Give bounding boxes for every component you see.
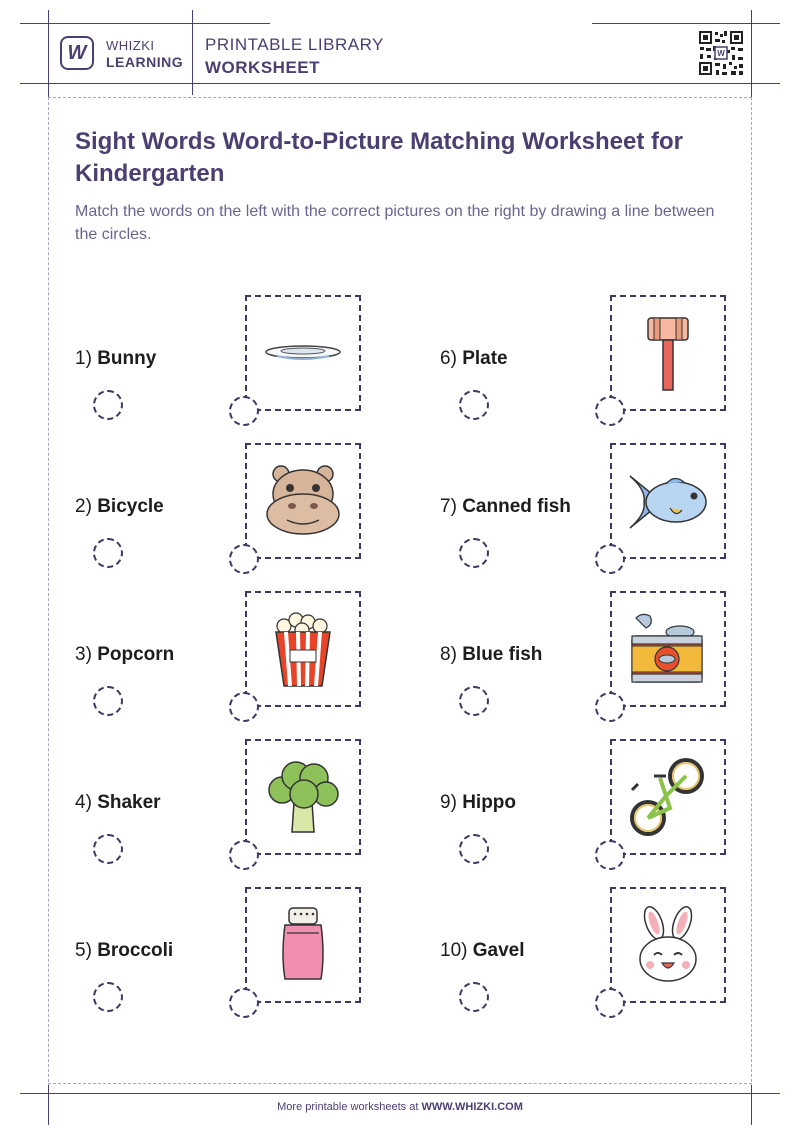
word-text: Plate (462, 348, 508, 369)
svg-text:W: W (717, 49, 725, 58)
word-number: 3) (75, 644, 92, 665)
word-text: Hippo (462, 792, 517, 813)
word-number: 7) (440, 496, 457, 517)
header-rule (751, 10, 752, 100)
page-border (751, 97, 752, 1087)
word-item (440, 496, 571, 518)
instructions: Match the words on the left with the correct pictures on the right by drawing a line between the circles. (75, 203, 715, 243)
word-match-circle[interactable] (93, 686, 123, 716)
word-text: Popcorn (97, 644, 175, 665)
footer-rule (20, 1093, 780, 1094)
logo-letter: W (67, 41, 87, 64)
footer-text (0, 1101, 800, 1113)
picture-match-circle[interactable] (229, 692, 259, 722)
page-border (48, 1083, 752, 1084)
qr-code-icon (698, 30, 744, 76)
gavel-picture (642, 312, 694, 392)
library-label: PRINTABLE LIBRARY (205, 35, 384, 54)
header-rule (20, 83, 780, 84)
popcorn-picture (270, 610, 336, 688)
word-text: Blue fish (462, 644, 543, 665)
word-match-circle[interactable] (93, 390, 123, 420)
word-item (440, 792, 516, 814)
picture-match-circle[interactable] (595, 988, 625, 1018)
hippo-picture (263, 460, 343, 540)
word-match-circle[interactable] (459, 390, 489, 420)
word-text: Bunny (97, 348, 157, 369)
word-item (75, 348, 156, 370)
word-item (440, 940, 525, 962)
bicycle-picture (626, 756, 710, 840)
word-item (75, 496, 164, 518)
word-number: 1) (75, 348, 92, 369)
plate-picture (263, 338, 343, 368)
picture-match-circle[interactable] (229, 396, 259, 426)
picture-match-circle[interactable] (229, 840, 259, 870)
word-match-circle[interactable] (93, 538, 123, 568)
word-item (440, 348, 508, 370)
word-number: 9) (440, 792, 457, 813)
word-number: 5) (75, 940, 92, 961)
picture-match-circle[interactable] (595, 692, 625, 722)
worksheet-title: Sight Words Word-to-Picture Matching Worksheet for Kindergarten (75, 128, 684, 187)
word-text: Shaker (97, 792, 161, 813)
word-match-circle[interactable] (459, 982, 489, 1012)
word-text: Bicycle (97, 496, 164, 517)
worksheet-label: WORKSHEET (205, 58, 320, 77)
picture-match-circle[interactable] (595, 544, 625, 574)
brand-name-bottom: LEARNING (106, 54, 184, 70)
word-text: Gavel (472, 940, 525, 961)
picture-match-circle[interactable] (595, 840, 625, 870)
page-border (48, 97, 49, 1087)
shaker-picture (279, 905, 327, 983)
brand-name-top: WHIZKI (106, 38, 155, 53)
footer-site-link[interactable]: WWW.WHIZKI.COM (421, 1101, 523, 1113)
word-number: 6) (440, 348, 457, 369)
bunny-picture (630, 905, 706, 985)
word-number: 2) (75, 496, 92, 517)
word-item (440, 644, 542, 666)
word-match-circle[interactable] (459, 538, 489, 568)
word-number: 8) (440, 644, 457, 665)
broccoli-picture (264, 758, 342, 836)
blue-fish-picture (626, 470, 710, 534)
picture-match-circle[interactable] (229, 544, 259, 574)
footer-prefix: More printable worksheets at (277, 1101, 419, 1113)
word-number: 4) (75, 792, 92, 813)
word-match-circle[interactable] (459, 834, 489, 864)
picture-match-circle[interactable] (229, 988, 259, 1018)
word-text: Broccoli (97, 940, 174, 961)
header-rule (192, 10, 193, 95)
page-border (48, 97, 752, 98)
canned-fish-picture (628, 612, 706, 686)
word-number: 10) (440, 940, 468, 961)
whizki-logo (60, 36, 94, 70)
word-match-circle[interactable] (459, 686, 489, 716)
header-rule (20, 23, 270, 24)
word-item (75, 792, 161, 814)
word-item (75, 644, 174, 666)
word-match-circle[interactable] (93, 982, 123, 1012)
header-rule (48, 10, 49, 100)
word-match-circle[interactable] (93, 834, 123, 864)
picture-match-circle[interactable] (595, 396, 625, 426)
word-text: Canned fish (462, 496, 571, 517)
word-item (75, 940, 173, 962)
